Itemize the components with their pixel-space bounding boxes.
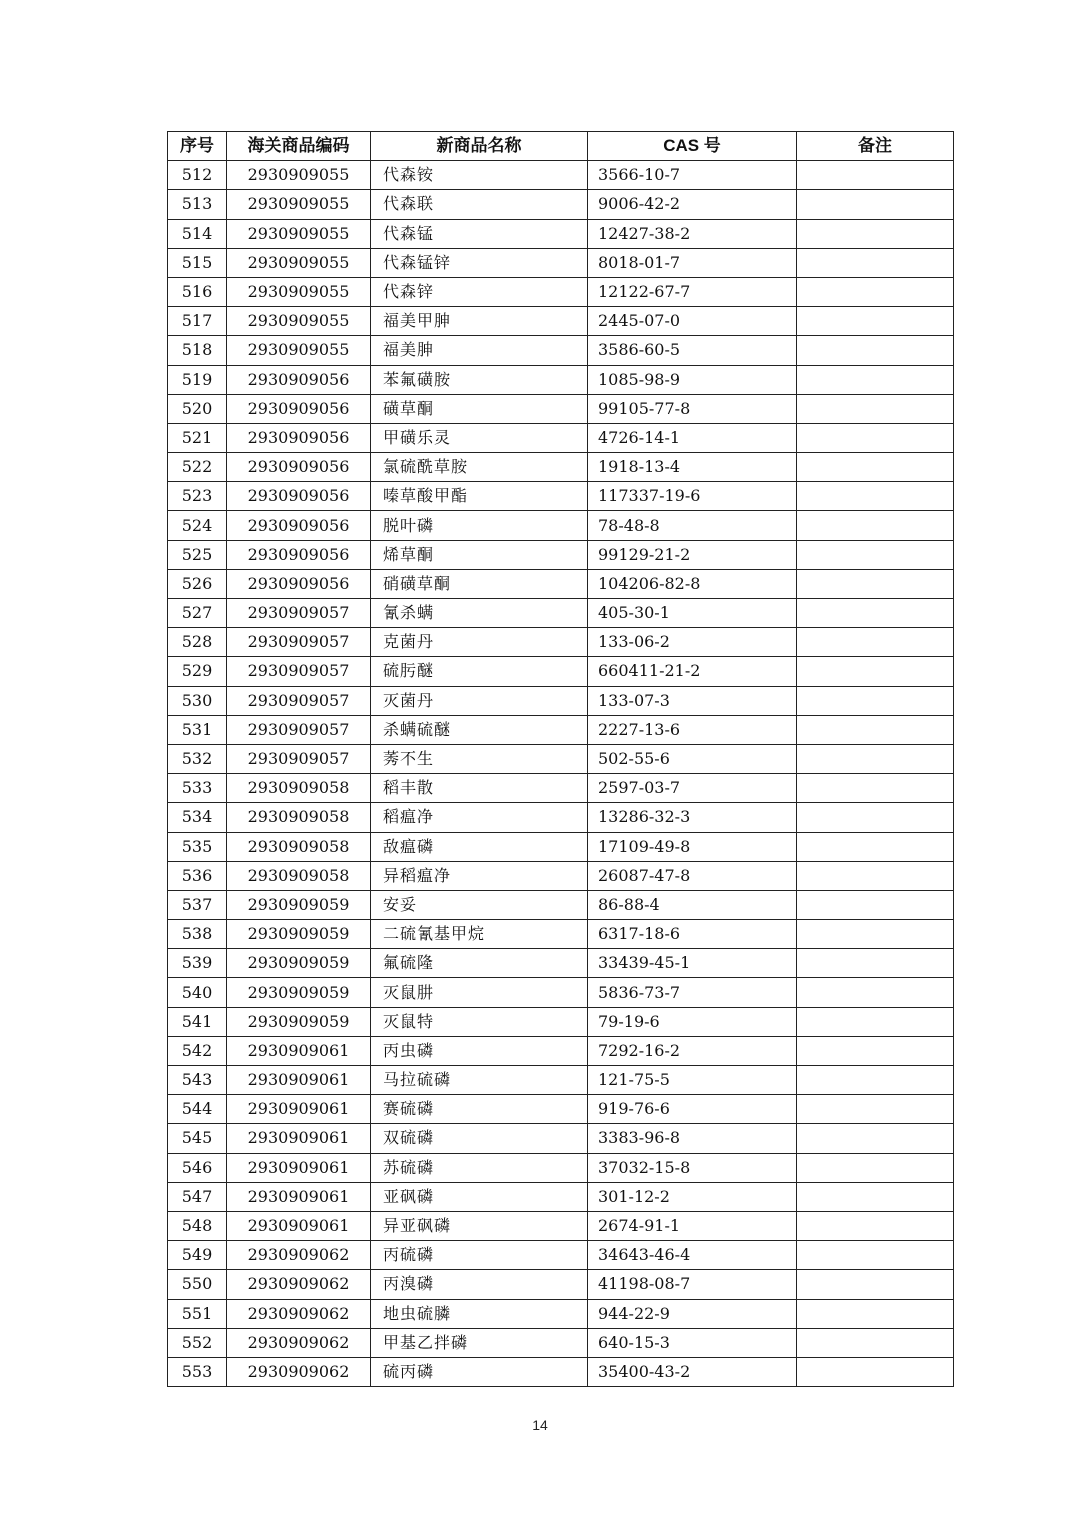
cell-seq: 546 xyxy=(168,1153,227,1182)
table-row xyxy=(168,1357,954,1386)
cell-cas: 99105-77-8 xyxy=(588,394,797,423)
cell-seq: 523 xyxy=(168,482,227,511)
cell-code: 2930909058 xyxy=(227,803,371,832)
cell-code: 2930909056 xyxy=(227,365,371,394)
cell-cas: 12122-67-7 xyxy=(588,277,797,306)
table-row xyxy=(168,949,954,978)
cell-name: 敌瘟磷 xyxy=(371,832,588,861)
cell-seq: 540 xyxy=(168,978,227,1007)
header-code: 海关商品编码 xyxy=(227,132,371,161)
cell-remark xyxy=(797,1357,954,1386)
cell-remark xyxy=(797,1036,954,1065)
cell-cas: 1918-13-4 xyxy=(588,453,797,482)
cell-seq: 525 xyxy=(168,540,227,569)
table-row xyxy=(168,365,954,394)
cell-name: 福美甲胂 xyxy=(371,307,588,336)
table-row xyxy=(168,803,954,832)
cell-seq: 522 xyxy=(168,453,227,482)
cell-code: 2930909057 xyxy=(227,686,371,715)
cell-code: 2930909059 xyxy=(227,978,371,1007)
cell-code: 2930909056 xyxy=(227,423,371,452)
cell-cas: 3586-60-5 xyxy=(588,336,797,365)
cell-cas: 133-07-3 xyxy=(588,686,797,715)
cell-code: 2930909061 xyxy=(227,1124,371,1153)
cell-seq: 543 xyxy=(168,1066,227,1095)
cell-cas: 26087-47-8 xyxy=(588,861,797,890)
table-row xyxy=(168,599,954,628)
cell-remark xyxy=(797,1124,954,1153)
cell-code: 2930909057 xyxy=(227,657,371,686)
cell-cas: 660411-21-2 xyxy=(588,657,797,686)
cell-remark xyxy=(797,1153,954,1182)
table-row xyxy=(168,861,954,890)
cell-name: 克菌丹 xyxy=(371,628,588,657)
cell-cas: 301-12-2 xyxy=(588,1182,797,1211)
cell-cas: 1085-98-9 xyxy=(588,365,797,394)
cell-name: 氯硫酰草胺 xyxy=(371,453,588,482)
cell-cas: 99129-21-2 xyxy=(588,540,797,569)
cell-remark xyxy=(797,1182,954,1211)
cell-code: 2930909058 xyxy=(227,832,371,861)
cell-name: 烯草酮 xyxy=(371,540,588,569)
cell-seq: 512 xyxy=(168,161,227,190)
cell-cas: 35400-43-2 xyxy=(588,1357,797,1386)
cell-name: 代森联 xyxy=(371,190,588,219)
cell-code: 2930909056 xyxy=(227,482,371,511)
cell-cas: 33439-45-1 xyxy=(588,949,797,978)
cell-name: 杀螨硫醚 xyxy=(371,715,588,744)
cell-code: 2930909061 xyxy=(227,1211,371,1240)
cell-seq: 551 xyxy=(168,1299,227,1328)
cell-seq: 528 xyxy=(168,628,227,657)
cell-code: 2930909056 xyxy=(227,540,371,569)
cell-seq: 521 xyxy=(168,423,227,452)
cell-name: 稻瘟净 xyxy=(371,803,588,832)
cell-name: 赛硫磷 xyxy=(371,1095,588,1124)
table-row xyxy=(168,890,954,919)
table-row xyxy=(168,1270,954,1299)
table-row xyxy=(168,1182,954,1211)
cell-code: 2930909056 xyxy=(227,453,371,482)
cell-seq: 532 xyxy=(168,744,227,773)
cell-remark xyxy=(797,1211,954,1240)
table-row xyxy=(168,482,954,511)
table-row xyxy=(168,686,954,715)
cell-remark xyxy=(797,161,954,190)
cell-code: 2930909057 xyxy=(227,599,371,628)
cell-name: 亚砜磷 xyxy=(371,1182,588,1211)
cell-name: 氰杀螨 xyxy=(371,599,588,628)
cell-remark xyxy=(797,190,954,219)
cell-cas: 13286-32-3 xyxy=(588,803,797,832)
cell-remark xyxy=(797,482,954,511)
table-row xyxy=(168,1328,954,1357)
page-number: 14 xyxy=(532,1417,548,1433)
cell-name: 安妥 xyxy=(371,890,588,919)
cell-remark xyxy=(797,1095,954,1124)
cell-code: 2930909055 xyxy=(227,161,371,190)
cell-seq: 536 xyxy=(168,861,227,890)
cell-seq: 514 xyxy=(168,219,227,248)
cell-seq: 550 xyxy=(168,1270,227,1299)
cell-seq: 527 xyxy=(168,599,227,628)
cell-seq: 548 xyxy=(168,1211,227,1240)
cell-code: 2930909055 xyxy=(227,277,371,306)
cell-remark xyxy=(797,1270,954,1299)
table-row xyxy=(168,774,954,803)
cell-code: 2930909059 xyxy=(227,1007,371,1036)
cell-name: 代森锰 xyxy=(371,219,588,248)
cell-cas: 41198-08-7 xyxy=(588,1270,797,1299)
cell-name: 脱叶磷 xyxy=(371,511,588,540)
cell-seq: 531 xyxy=(168,715,227,744)
cell-remark xyxy=(797,1066,954,1095)
cell-cas: 6317-18-6 xyxy=(588,920,797,949)
table-row xyxy=(168,657,954,686)
cell-code: 2930909055 xyxy=(227,336,371,365)
cell-name: 异亚砜磷 xyxy=(371,1211,588,1240)
cell-cas: 2445-07-0 xyxy=(588,307,797,336)
cell-remark xyxy=(797,1241,954,1270)
header-seq: 序号 xyxy=(168,132,227,161)
table-row xyxy=(168,453,954,482)
cell-code: 2930909061 xyxy=(227,1036,371,1065)
header-remark: 备注 xyxy=(797,132,954,161)
cell-remark xyxy=(797,511,954,540)
cell-seq: 529 xyxy=(168,657,227,686)
table-row xyxy=(168,1299,954,1328)
cell-cas: 121-75-5 xyxy=(588,1066,797,1095)
table-row xyxy=(168,715,954,744)
cell-code: 2930909057 xyxy=(227,715,371,744)
cell-name: 嗪草酸甲酯 xyxy=(371,482,588,511)
cell-seq: 533 xyxy=(168,774,227,803)
table-row xyxy=(168,1007,954,1036)
cell-cas: 640-15-3 xyxy=(588,1328,797,1357)
cell-remark xyxy=(797,774,954,803)
cell-remark xyxy=(797,978,954,1007)
cell-code: 2930909057 xyxy=(227,744,371,773)
cell-code: 2930909062 xyxy=(227,1299,371,1328)
cell-cas: 117337-19-6 xyxy=(588,482,797,511)
cell-seq: 515 xyxy=(168,248,227,277)
cell-seq: 535 xyxy=(168,832,227,861)
cell-cas: 919-76-6 xyxy=(588,1095,797,1124)
table-row xyxy=(168,511,954,540)
cell-seq: 549 xyxy=(168,1241,227,1270)
cell-remark xyxy=(797,657,954,686)
cell-remark xyxy=(797,394,954,423)
cell-remark xyxy=(797,365,954,394)
cell-name: 磺草酮 xyxy=(371,394,588,423)
cell-name: 硝磺草酮 xyxy=(371,569,588,598)
table-row xyxy=(168,1066,954,1095)
cell-code: 2930909056 xyxy=(227,569,371,598)
table-row xyxy=(168,569,954,598)
cell-name: 异稻瘟净 xyxy=(371,861,588,890)
cell-name: 福美胂 xyxy=(371,336,588,365)
cell-code: 2930909062 xyxy=(227,1328,371,1357)
cell-cas: 8018-01-7 xyxy=(588,248,797,277)
cell-seq: 537 xyxy=(168,890,227,919)
cell-cas: 9006-42-2 xyxy=(588,190,797,219)
cell-remark xyxy=(797,715,954,744)
cell-name: 硫肟醚 xyxy=(371,657,588,686)
table-row xyxy=(168,1153,954,1182)
table-row xyxy=(168,1124,954,1153)
table-row xyxy=(168,190,954,219)
cell-seq: 517 xyxy=(168,307,227,336)
cell-remark xyxy=(797,1299,954,1328)
cell-name: 甲磺乐灵 xyxy=(371,423,588,452)
cell-name: 苏硫磷 xyxy=(371,1153,588,1182)
cell-seq: 524 xyxy=(168,511,227,540)
cell-cas: 2674-91-1 xyxy=(588,1211,797,1240)
cell-cas: 3566-10-7 xyxy=(588,161,797,190)
table-row xyxy=(168,832,954,861)
cell-code: 2930909059 xyxy=(227,920,371,949)
cell-cas: 79-19-6 xyxy=(588,1007,797,1036)
cell-cas: 104206-82-8 xyxy=(588,569,797,598)
cell-remark xyxy=(797,803,954,832)
cell-name: 二硫氰基甲烷 xyxy=(371,920,588,949)
cell-code: 2930909062 xyxy=(227,1357,371,1386)
table-row xyxy=(168,423,954,452)
cell-seq: 519 xyxy=(168,365,227,394)
cell-name: 代森铵 xyxy=(371,161,588,190)
cell-code: 2930909056 xyxy=(227,394,371,423)
cell-code: 2930909061 xyxy=(227,1066,371,1095)
cell-remark xyxy=(797,219,954,248)
table-row xyxy=(168,307,954,336)
cell-cas: 7292-16-2 xyxy=(588,1036,797,1065)
cell-name: 苯氟磺胺 xyxy=(371,365,588,394)
cell-seq: 516 xyxy=(168,277,227,306)
cell-seq: 544 xyxy=(168,1095,227,1124)
cell-remark xyxy=(797,1328,954,1357)
cell-code: 2930909059 xyxy=(227,890,371,919)
cell-seq: 538 xyxy=(168,920,227,949)
cell-code: 2930909061 xyxy=(227,1095,371,1124)
cell-remark xyxy=(797,423,954,452)
cell-name: 灭鼠肼 xyxy=(371,978,588,1007)
table-row xyxy=(168,744,954,773)
cell-remark xyxy=(797,307,954,336)
table-body xyxy=(168,161,954,1387)
cell-name: 甲基乙拌磷 xyxy=(371,1328,588,1357)
cell-name: 丙虫磷 xyxy=(371,1036,588,1065)
cell-seq: 539 xyxy=(168,949,227,978)
cell-name: 丙硫磷 xyxy=(371,1241,588,1270)
table-row xyxy=(168,1095,954,1124)
table-row xyxy=(168,248,954,277)
cell-seq: 541 xyxy=(168,1007,227,1036)
cell-code: 2930909055 xyxy=(227,248,371,277)
cell-code: 2930909055 xyxy=(227,190,371,219)
cell-remark xyxy=(797,890,954,919)
cell-cas: 34643-46-4 xyxy=(588,1241,797,1270)
cell-name: 地虫硫膦 xyxy=(371,1299,588,1328)
cell-remark xyxy=(797,949,954,978)
cell-code: 2930909058 xyxy=(227,861,371,890)
cell-cas: 944-22-9 xyxy=(588,1299,797,1328)
cell-name: 马拉硫磷 xyxy=(371,1066,588,1095)
cell-cas: 133-06-2 xyxy=(588,628,797,657)
cell-remark xyxy=(797,628,954,657)
cell-remark xyxy=(797,599,954,628)
table-row xyxy=(168,920,954,949)
cell-name: 莠不生 xyxy=(371,744,588,773)
cell-seq: 547 xyxy=(168,1182,227,1211)
cell-code: 2930909055 xyxy=(227,307,371,336)
cell-code: 2930909057 xyxy=(227,628,371,657)
cell-seq: 526 xyxy=(168,569,227,598)
cell-name: 代森锌 xyxy=(371,277,588,306)
cell-seq: 534 xyxy=(168,803,227,832)
cell-seq: 545 xyxy=(168,1124,227,1153)
cell-name: 灭鼠特 xyxy=(371,1007,588,1036)
cell-seq: 553 xyxy=(168,1357,227,1386)
cell-code: 2930909061 xyxy=(227,1153,371,1182)
cell-name: 氟硫隆 xyxy=(371,949,588,978)
cell-cas: 2227-13-6 xyxy=(588,715,797,744)
cell-code: 2930909062 xyxy=(227,1241,371,1270)
table-row xyxy=(168,219,954,248)
cell-cas: 86-88-4 xyxy=(588,890,797,919)
cell-cas: 12427-38-2 xyxy=(588,219,797,248)
cell-seq: 530 xyxy=(168,686,227,715)
table-row xyxy=(168,1211,954,1240)
table-header-row xyxy=(168,132,954,161)
cell-cas: 4726-14-1 xyxy=(588,423,797,452)
cell-name: 硫丙磷 xyxy=(371,1357,588,1386)
cell-remark xyxy=(797,1007,954,1036)
cell-name: 代森锰锌 xyxy=(371,248,588,277)
cell-cas: 2597-03-7 xyxy=(588,774,797,803)
cell-remark xyxy=(797,686,954,715)
header-name: 新商品名称 xyxy=(371,132,588,161)
cell-name: 丙溴磷 xyxy=(371,1270,588,1299)
cell-code: 2930909055 xyxy=(227,219,371,248)
cell-seq: 542 xyxy=(168,1036,227,1065)
cell-cas: 78-48-8 xyxy=(588,511,797,540)
cell-remark xyxy=(797,832,954,861)
cell-name: 灭菌丹 xyxy=(371,686,588,715)
cell-cas: 405-30-1 xyxy=(588,599,797,628)
table-row xyxy=(168,1241,954,1270)
cell-code: 2930909058 xyxy=(227,774,371,803)
cell-seq: 552 xyxy=(168,1328,227,1357)
cell-remark xyxy=(797,744,954,773)
cell-remark xyxy=(797,336,954,365)
cell-cas: 3383-96-8 xyxy=(588,1124,797,1153)
table-row xyxy=(168,978,954,1007)
table-row xyxy=(168,277,954,306)
cell-name: 双硫磷 xyxy=(371,1124,588,1153)
cell-remark xyxy=(797,453,954,482)
product-table xyxy=(167,131,954,1387)
table-row xyxy=(168,336,954,365)
cell-code: 2930909059 xyxy=(227,949,371,978)
cell-seq: 518 xyxy=(168,336,227,365)
cell-remark xyxy=(797,248,954,277)
cell-remark xyxy=(797,569,954,598)
cell-cas: 17109-49-8 xyxy=(588,832,797,861)
cell-cas: 502-55-6 xyxy=(588,744,797,773)
cell-seq: 520 xyxy=(168,394,227,423)
cell-seq: 513 xyxy=(168,190,227,219)
cell-code: 2930909056 xyxy=(227,511,371,540)
cell-code: 2930909062 xyxy=(227,1270,371,1299)
table-row xyxy=(168,161,954,190)
cell-cas: 37032-15-8 xyxy=(588,1153,797,1182)
cell-code: 2930909061 xyxy=(227,1182,371,1211)
table-row xyxy=(168,1036,954,1065)
cell-cas: 5836-73-7 xyxy=(588,978,797,1007)
cell-remark xyxy=(797,861,954,890)
header-cas: CAS 号 xyxy=(588,132,797,161)
table-row xyxy=(168,394,954,423)
table-row xyxy=(168,628,954,657)
cell-remark xyxy=(797,540,954,569)
cell-name: 稻丰散 xyxy=(371,774,588,803)
cell-remark xyxy=(797,920,954,949)
table-row xyxy=(168,540,954,569)
cell-remark xyxy=(797,277,954,306)
